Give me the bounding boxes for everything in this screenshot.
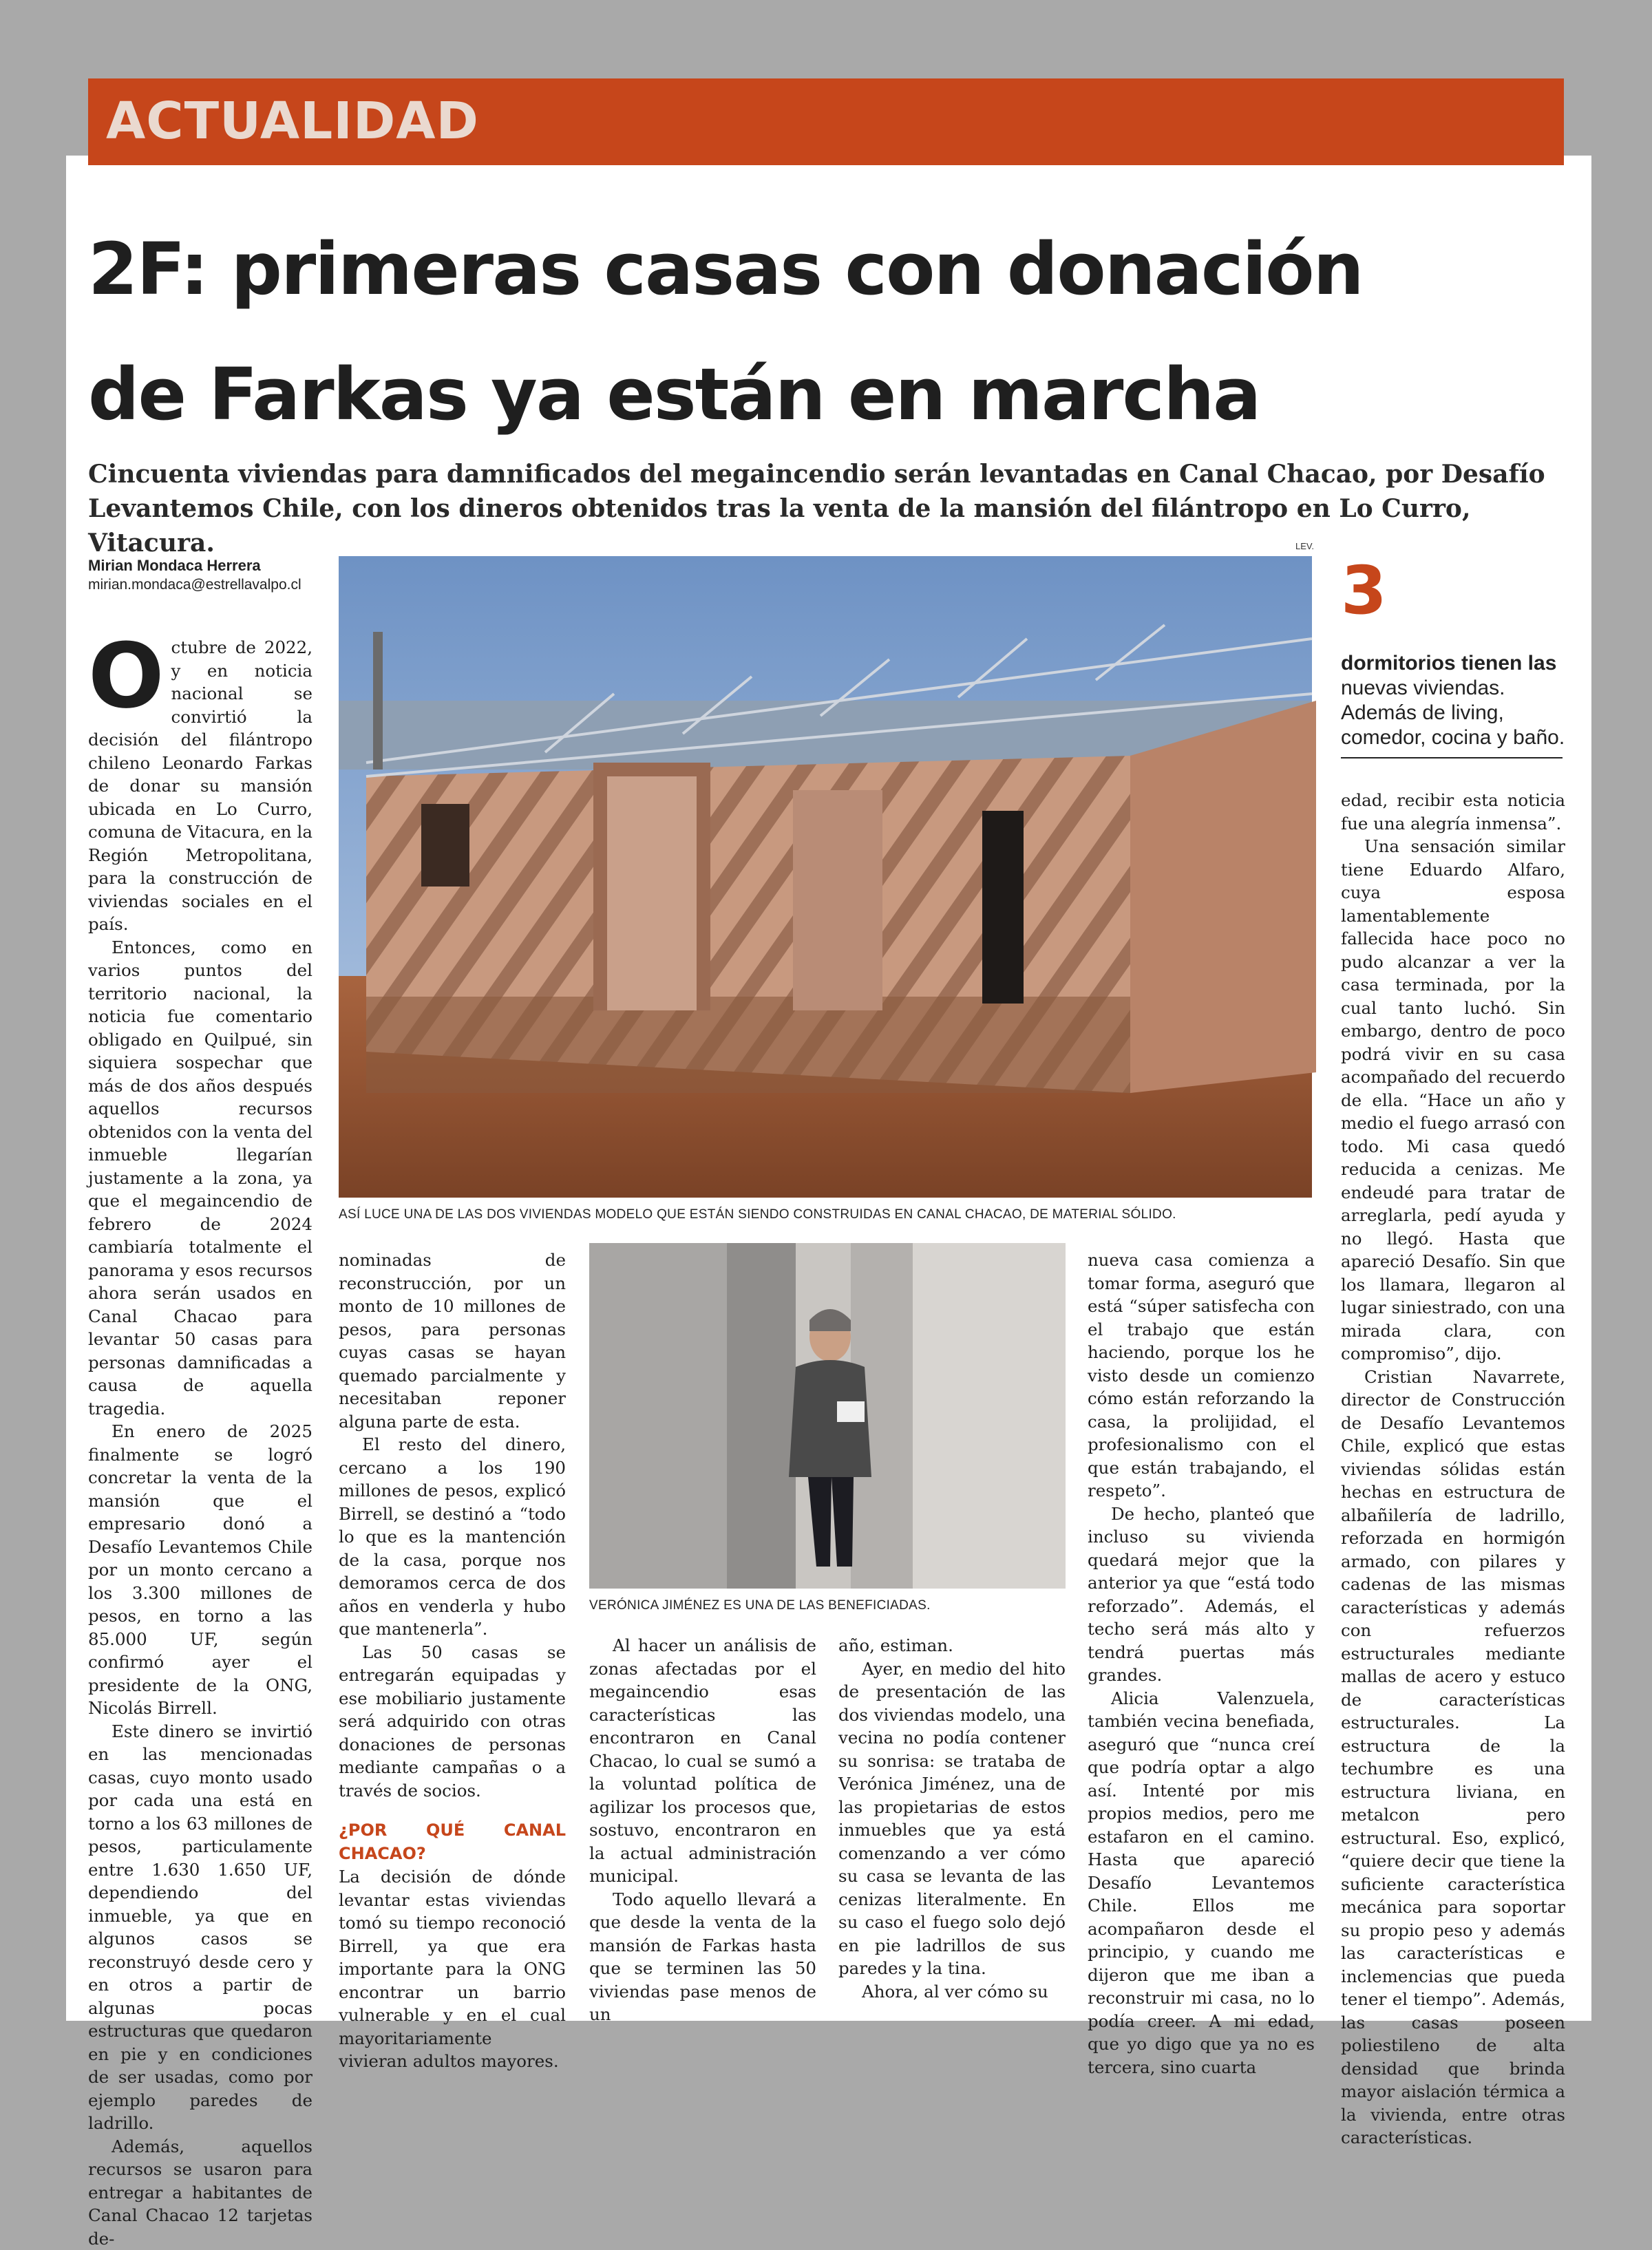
col5-paragraph-3: Alicia Valenzuela, también vecina benefiada, aseguró que “nunca creí que podría optar a algo así. Intenté por mis propios medios, pero me estafaron en el camino. Hasta que apareció Desafío Levantemos Chile. Ellos me acompañaron desde el principio, y cuando me dijeron que me iban a reconstruir mi casa, no lo podía creer. A mi edad, que yo digo que ya no es tercera, sino cuarta: [1088, 1687, 1315, 2079]
col6-paragraph-1: edad, recibir esta noticia fue una alegría inmensa”.: [1341, 789, 1565, 835]
column-5: [1088, 1249, 1315, 1985]
second-photo: [589, 1243, 1066, 1589]
column-3: [589, 1634, 816, 1985]
col1-paragraph-3: En enero de 2025 finalmente se logró concretar la venta de la mansión que el empresario donó a Desafío Levantemos Chile por un monto cercano a los 3.300 millones de pesos, en torno a las 85.000 UF, según confirmó ayer el presidente de la ONG, Nicolás Birrell.: [88, 1420, 313, 1720]
stat-divider: [1341, 757, 1563, 758]
col1-paragraph-5: Además, aquellos recursos se usaron para entregar a habitantes de Canal Chacao 12 tarjetas de-: [88, 2135, 313, 2250]
main-photo-caption: ASÍ LUCE UNA DE LAS DOS VIVIENDAS MODELO QUE ESTÁN SIENDO CONSTRUIDAS EN CANAL CHACAO, DE MATERIAL SÓLIDO.: [339, 1207, 1176, 1222]
byline-email: mirian.mondaca@estrellavalpo.cl: [88, 575, 301, 595]
stat-text: [1341, 651, 1575, 750]
col4-paragraph-1: año, estiman.: [838, 1634, 1066, 1657]
byline: [88, 556, 301, 595]
col2-paragraph-1: nominadas de reconstrucción, por un monto de 10 millones de pesos, para personas cuyas casas se hayan quemado parcialmente y necesitaban reponer alguna parte de esta.: [339, 1249, 566, 1433]
column-4: [838, 1634, 1066, 1985]
main-photo: [339, 556, 1312, 1198]
stat-number: 3: [1341, 556, 1387, 625]
headline: [88, 206, 1575, 457]
col1-paragraph-4: Este dinero se invirtió en las mencionadas casas, cuyo monto usado por cada una está en torno a los 63 millones de pesos, particulamente entre 1.630 1.650 UF, dependiendo del inmueble, ya que en algunos casos se reconstruyó desde cero y en otros a partir de algunas pocas estructuras que quedaron en pie y en condiciones de ser usadas, como por ejemplo paredes de ladrillo.: [88, 1720, 313, 2135]
col6-paragraph-3: Cristian Navarrete, director de Construcción de Desafío Levantemos Chile, explicó que estas viviendas sólidas están hechas en estructura de albañilería de ladrillo, reforzada en hormigón armado, con pilares y cadenas de las mismas características y además con refuerzos estructurales mediante mallas de acero y estuco de características estructurales. La estructura de la techumbre es una estructura liviana, en metalcon pero estructural. Eso, explicó, “quiere decir que tiene la suficiente característica mecánica para soportar su propio peso y además las características e inclemencias que pueda tener el tiempo”. Además, las casas poseen poliestileno de alta densidad que brinda mayor aislación térmica a la vivienda, entre otras características.: [1341, 1366, 1565, 2150]
col4-paragraph-2: Ayer, en medio del hito de presentación de las dos viviendas modelo, una vecina no podía contener su sonrisa: se trataba de Verónica Jiménez, una de las propietarias de estos inmuebles que ya está comenzando a ver cómo su casa se levanta de las cenizas literalmente. En su caso el fuego solo dejó en pie ladrillos de sus paredes y la tina.: [838, 1657, 1066, 1980]
column-6: [1341, 789, 1565, 1985]
col1-paragraph-2: Entonces, como en varios puntos del territorio nacional, la noticia fue comentario obligado en Quilpué, sin siquiera sospechar que más de dos años después aquellos recursos obtenidos con la venta del inmueble llegarían justamente a la zona, ya que el megaincendio de febrero de 2024 cambiaría totalmente el panorama y esos recursos ahora serán usados en Canal Chacao para levantar 50 casas para personas damnificadas a causa de aquella tragedia.: [88, 936, 313, 1421]
section-label: ACTUALIDAD: [106, 94, 479, 149]
stat-text-rest: nuevas viviendas. Además de living, comedor, cocina y baño.: [1341, 677, 1565, 749]
col5-paragraph-2: De hecho, planteó que incluso su vivienda quedará mejor que la anterior ya que “está todo reforzado”. Además, el techo será más alto y tendrá puertas más grandes.: [1088, 1503, 1315, 1687]
col4-paragraph-3: Ahora, al ver cómo su: [838, 1980, 1066, 2004]
col5-paragraph-1: nueva casa comienza a tomar forma, aseguró que está “súper satisfecha con el trabajo que están haciendo, porque los he visto desde un comienzo cómo están reforzando la casa, la prolijidad, el profesionalismo con el que están trabajando, el respeto”.: [1088, 1249, 1315, 1503]
col3-paragraph-1: Al hacer un análisis de zonas afectadas por el megaincendio esas características las encontraron en Canal Chacao, lo cual se sumó a la voluntad política de agilizar los procesos que, sostuvo, encontraron en la actual administración municipal.: [589, 1634, 816, 1888]
col6-paragraph-2: Una sensación similar tiene Eduardo Alfaro, cuya esposa lamentablemente fallecida hace poco no pudo alcanzar a ver la casa terminada, por la cual tanto luchó. Sin embargo, dentro de poco podrá vivir en su casa acompañado del recuerdo de ella. “Hace un año y medio el fuego arrasó con todo. Mi casa quedó reducida a cenizas. Me endeudé para tratar de arreglarla, pedí ayuda y no llegó. Hasta que apareció Desafío. Sin que los llamara, llegaron al lugar siniestrado, con una mirada clara, con compromiso”, dijo.: [1341, 835, 1565, 1366]
col1-paragraph-1: ctubre de 2022, y en noticia nacional se convirtió la decisión del filántropo chileno Leonardo Farkas de donar su mansión ubicada en Lo Curro, comuna de Vitacura, en la Región Metropolitana, para la construcción de viviendas sociales en el país.: [88, 637, 313, 934]
subhead: ¿POR QUÉ CANAL CHACAO?: [339, 1818, 566, 1865]
col2-paragraph-2: El resto del dinero, cercano a los 190 millones de pesos, explicó Birrell, se destinó a “todo lo que es la mantención de la casa, porque nos demoramos cerca de dos años en venderla y hubo que mantenerla”.: [339, 1433, 566, 1641]
drop-cap: O: [88, 640, 165, 712]
column-1: [88, 636, 313, 1985]
column-2: [339, 1249, 566, 1985]
stat-text-bold: dormitorios tienen las: [1341, 652, 1556, 675]
col3-paragraph-2: Todo aquello llevará a que desde la venta de la mansión de Farkas hasta que se terminen las 50 viviendas pase menos de un: [589, 1888, 816, 2026]
deck: Cincuenta viviendas para damnificados del megaincendio serán levantadas en Canal Chacao, por Desafío Levantemos Chile, con los dineros obtenidos tras la venta de la mansión del filántropo en Lo Curro, Vitacura.: [88, 457, 1568, 560]
headline-line-1: 2F: primeras casas con donación: [88, 227, 1363, 311]
photo-credit: LEV.: [1295, 541, 1314, 551]
col2-paragraph-4: La decisión de dónde levantar estas viviendas tomó su tiempo reconoció Birrell, ya que era importante para la ONG encontrar un barrio vulnerable y en el cual mayoritariamente vivieran adultos mayores.: [339, 1865, 566, 2073]
byline-name: Mirian Mondaca Herrera: [88, 556, 301, 575]
second-photo-caption: VERÓNICA JIMÉNEZ ES UNA DE LAS BENEFICIADAS.: [589, 1598, 931, 1613]
col2-paragraph-3: Las 50 casas se entregarán equipadas y ese mobiliario justamente será adquirido con otras donaciones de personas mediante campañas o a través de socios.: [339, 1641, 566, 1803]
section-banner: [88, 78, 1564, 165]
headline-line-2: de Farkas ya están en marcha: [88, 352, 1260, 436]
